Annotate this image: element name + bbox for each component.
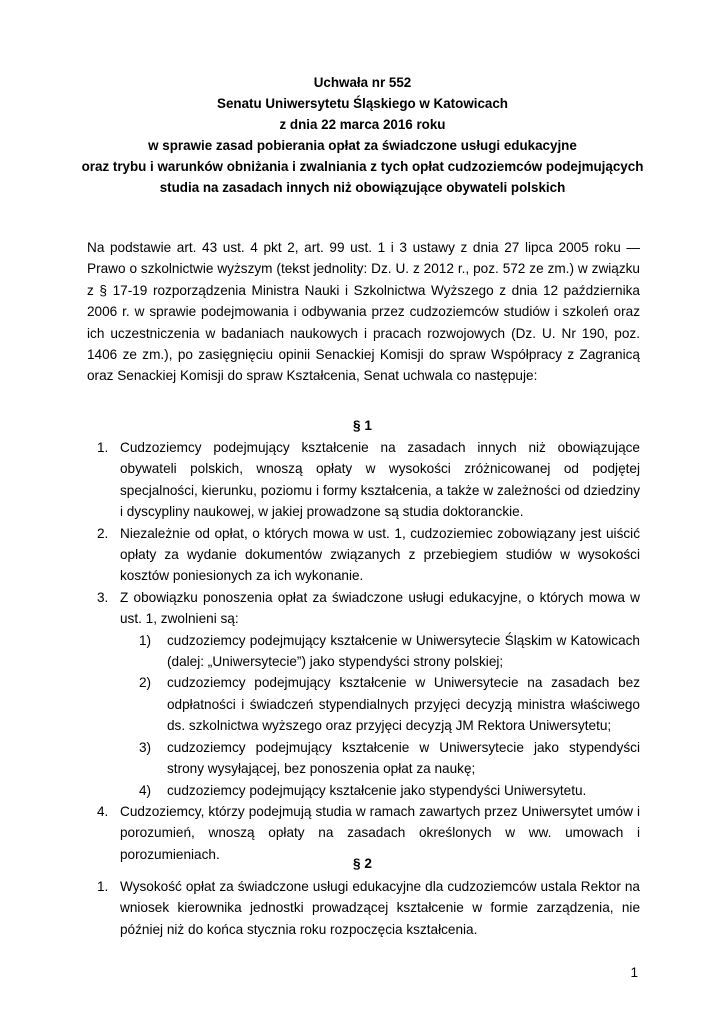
exemption-item-3 <box>139 737 640 780</box>
point-number: 1. <box>97 440 109 455</box>
point-text: Niezależnie od opłat, o których mowa w ust. 1, cudzoziemiec zobowiązany jest uiścić opłaty za wydanie dokumentów związanych z przebiegiem studiów w wysokości kosztów poniesionych za ich wykonanie. <box>120 525 640 584</box>
exemption-list <box>120 630 640 801</box>
page-number: 1 <box>630 965 638 980</box>
title-line-subject-2: oraz trybu i warunków obniżania i zwalniania z tych opłat cudzoziemców podejmujących <box>81 159 644 175</box>
subpoint-number: 2) <box>139 675 152 691</box>
section-2-points <box>87 876 640 940</box>
subpoint-text: cudzoziemcy podejmujący kształcenie jako stypendyści Uniwersytetu. <box>167 782 587 798</box>
point-text: Wysokość opłat za świadczone usługi edukacyjne dla cudzoziemców ustala Rektor na wniosek kierownika jednostki prowadzącej kształcenie w formie zarządzenia, nie później niż do końca stycznia roku rozpoczęcia kształcenia. <box>120 879 640 937</box>
title-line-senate: Senatu Uniwersytetu Śląskiego w Katowicach <box>217 96 508 112</box>
point-number: 4. <box>97 803 109 819</box>
subpoint-number: 1) <box>139 632 152 648</box>
preamble: Na podstawie art. 43 ust. 4 pkt 2, art. 99 ust. 1 i 3 ustawy z dnia 27 lipca 2005 roku — Prawo o szkolnictwie wyższym (tekst jednolity: Dz. U. z 2012 r., poz. 572 ze zm.) w związku z § 17-19 rozporządzenia Ministra Nauki i Szkolnictwa Wyższego z dnia 12 października 2006 r. w sprawie podejmowania i odbywania przez cudzoziemców studiów i szkoleń oraz ich uczestniczenia w badaniach naukowych i pracach rozwojowych (Dz. U. Nr 190, poz. 1406 ze zm.), po zasięgnięciu opinii Senackiej Komisji do spraw Współpracy z Zagranicą oraz Senackiej Komisji do spraw Kształcenia, Senat uchwala co następuje: <box>87 240 640 384</box>
point-text: Z obowiązku ponoszenia opłat za świadczone usługi edukacyjne, o których mowa w ust. 1, zwolnieni są: <box>120 589 640 627</box>
resolution-title <box>60 72 665 199</box>
point-number: 2. <box>97 525 109 541</box>
point-number: 1. <box>97 879 109 894</box>
subpoint-text: cudzoziemcy podejmujący kształcenie w Uniwersytecie jako stypendyści strony wysyłającej, bez ponoszenia opłat za naukę; <box>167 739 640 777</box>
section-1-point-3 <box>87 587 640 801</box>
subpoint-text: cudzoziemcy podejmujący kształcenie w Uniwersytecie Śląskim w Katowicach (dalej: „Uniwersytecie”) jako stypendyści strony polskiej; <box>167 632 640 670</box>
point-text: Cudzoziemcy podejmujący kształcenie na zasadach innych niż obowiązujące obywateli polskich, wnoszą opłaty w wysokości zróżnicowanej od podjętej specjalności, kierunku, poziomu i formy kształcenia, a także w zależności od dziedziny i dyscypliny naukowej, w jakiej prowadzone są studia doktoranckie. <box>120 440 640 520</box>
section-1-points <box>87 437 640 865</box>
point-text: Cudzoziemcy, którzy podejmują studia w ramach zawartych przez Uniwersytet umów i porozumień, wnoszą opłaty na zasadach określonych w ww. umowach i porozumieniach. <box>120 803 640 862</box>
section-1-heading: § 1 <box>353 418 372 433</box>
title-line-subject-3: studia na zasadach innych niż obowiązujące obywateli polskich <box>159 180 566 196</box>
exemption-item-1 <box>139 630 640 673</box>
section-2-heading: § 2 <box>353 856 372 871</box>
exemption-item-4 <box>139 780 640 801</box>
subpoint-text: cudzoziemcy podejmujący kształcenie w Uniwersytecie na zasadach bez odpłatności i świadczeń stypendialnych przyjęci decyzją ministra właściwego ds. szkolnictwa wyższego oraz przyjęci decyzją JM Rektora Uniwersytetu; <box>167 675 640 734</box>
exemption-item-2 <box>139 672 640 736</box>
title-line-number: Uchwała nr 552 <box>313 75 412 90</box>
section-2-point-1 <box>87 876 640 940</box>
section-1-point-2 <box>87 523 640 587</box>
point-number: 3. <box>97 589 109 605</box>
subpoint-number: 4) <box>139 782 152 798</box>
title-line-date: z dnia 22 marca 2016 roku <box>279 117 446 133</box>
section-1-point-1 <box>87 437 640 523</box>
title-line-subject-1: w sprawie zasad pobierania opłat za świadczone usługi edukacyjne <box>148 138 577 154</box>
subpoint-number: 3) <box>139 739 152 755</box>
